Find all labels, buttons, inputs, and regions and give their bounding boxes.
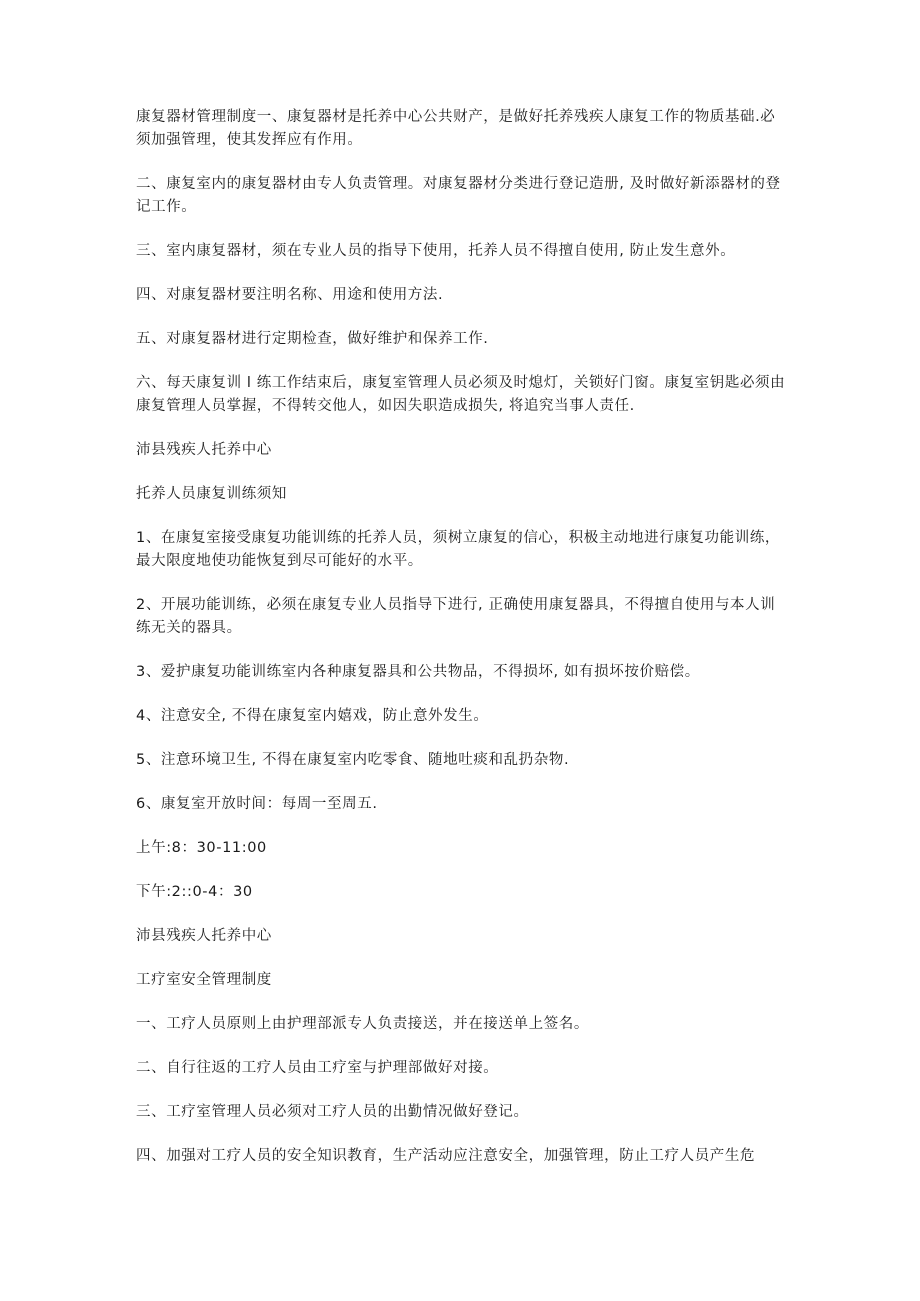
paragraph: 二、康复室内的康复器材由专人负责管理。对康复器材分类进行登记造册, 及时做好新添器材的登记工作。 <box>136 176 781 215</box>
paragraph: 2、开展功能训练，必须在康复专业人员指导下进行, 正确使用康复器具，不得擅自使用与本人训练无关的器具。 <box>136 597 776 636</box>
paragraph: 一、工疗人员原则上由护理部派专人负责接送，并在接送单上签名。 <box>136 1016 589 1032</box>
document-body <box>136 106 786 1189</box>
paragraph: 二、自行往返的工疗人员由工疗室与护理部做好对接。 <box>136 1060 499 1076</box>
paragraph: 3、爱护康复功能训练室内各种康复器具和公共物品，不得损坏, 如有损坏按价赔偿。 <box>136 664 700 680</box>
organization-name: 沛县残疾人托养中心 <box>136 442 272 458</box>
paragraph: 五、对康复器材进行定期检查，做好维护和保养工作. <box>136 331 489 347</box>
schedule-afternoon: 下午:2::0-4：30 <box>136 884 253 900</box>
paragraph: 1、在康复室接受康复功能训练的托养人员，须树立康复的信心，积极主动地进行康复功能训练，最大限度地使功能恢复到尽可能好的水平。 <box>136 530 781 569</box>
paragraph: 四、对康复器材要注明名称、用途和使用方法. <box>136 287 444 303</box>
section-title: 工疗室安全管理制度 <box>136 972 272 988</box>
organization-name: 沛县残疾人托养中心 <box>136 928 272 944</box>
paragraph: 四、加强对工疗人员的安全知识教育，生产活动应注意安全，加强管理，防止工疗人员产生危 <box>136 1148 756 1164</box>
paragraph: 六、每天康复训 l 练工作结束后，康复室管理人员必须及时熄灯，关锁好门窗。康复室钥匙必须由康复管理人员掌握，不得转交他人，如因失职造成损失, 将追究当事人责任. <box>136 375 786 414</box>
paragraph: 4、注意安全, 不得在康复室内嬉戏，防止意外发生。 <box>136 708 489 724</box>
schedule-morning: 上午:8：30-11:00 <box>136 840 267 856</box>
paragraph: 三、工疗室管理人员必须对工疗人员的出勤情况做好登记。 <box>136 1104 529 1120</box>
paragraph: 三、室内康复器材，须在专业人员的指导下使用，托养人员不得擅自使用, 防止发生意外。 <box>136 243 736 259</box>
paragraph: 康复器材管理制度一、康复器材是托养中心公共财产，是做好托养残疾人康复工作的物质基础.必须加强管理，使其发挥应有作用。 <box>136 109 776 148</box>
paragraph: 6、康复室开放时间：每周一至周五. <box>136 796 378 812</box>
section-title: 托养人员康复训练须知 <box>136 486 287 502</box>
paragraph: 5、注意环境卫生, 不得在康复室内吃零食、随地吐痰和乱扔杂物. <box>136 752 570 768</box>
